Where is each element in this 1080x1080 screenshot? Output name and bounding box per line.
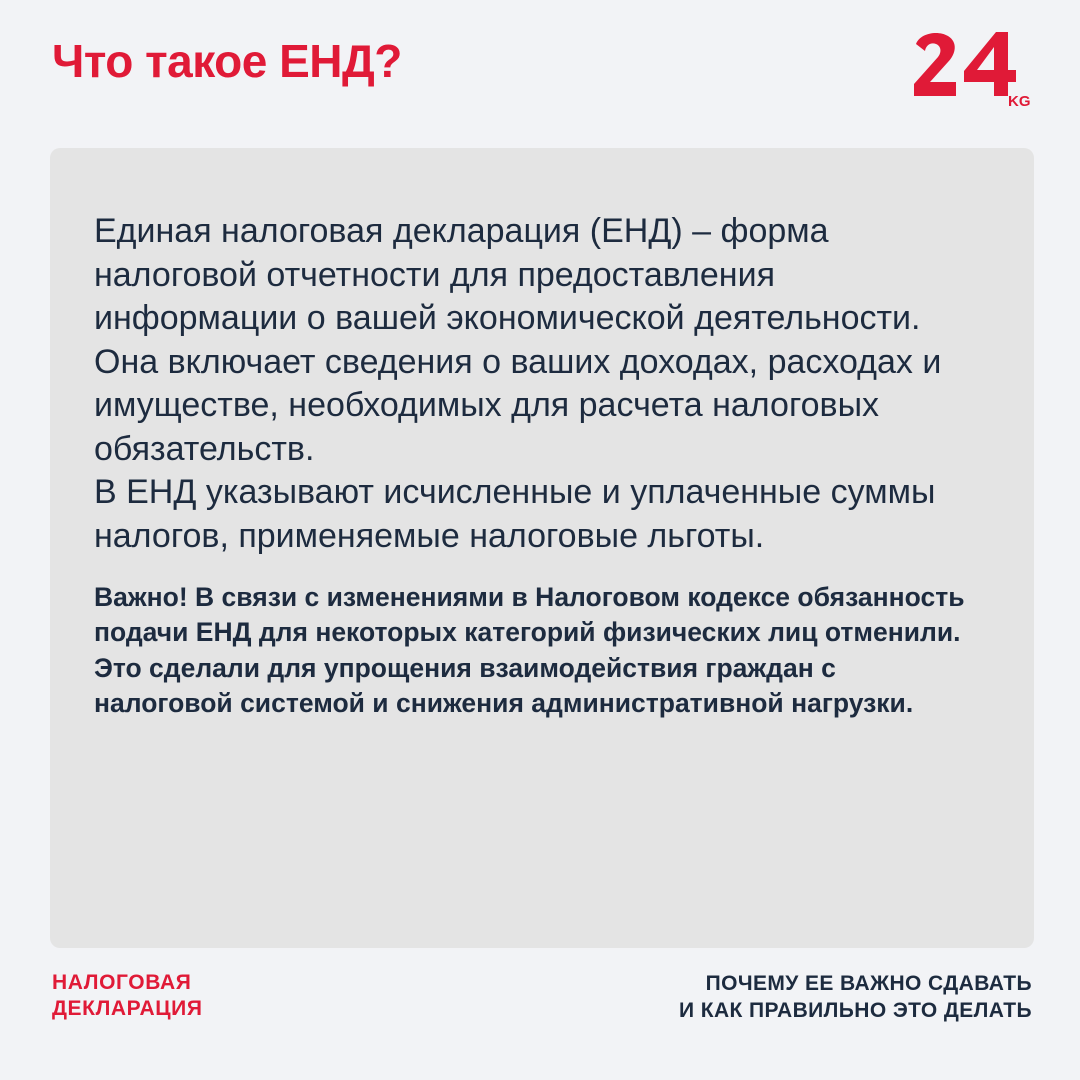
important-note-text: В связи с изменениями в Налоговом кодексе обязанность подачи ЕНД для некоторых категорий физических лиц отменили. Это сделали для упрощения взаимодействия граждан с налоговой системой и снижения административной нагрузки.	[94, 582, 965, 718]
footer-topic-line2: ДЕКЛАРАЦИЯ	[52, 996, 203, 1020]
footer	[0, 948, 1080, 1066]
footer-topic-line1: НАЛОГОВАЯ	[52, 971, 192, 994]
important-note-lead: Важно!	[94, 582, 188, 613]
footer-topic	[52, 970, 203, 1021]
paragraph-3: В ЕНД указывают исчисленные и уплаченные суммы налогов, применяемые налоговые льготы.	[94, 473, 936, 555]
body-text	[94, 210, 978, 558]
paragraph-2: Она включает сведения о ваших доходах, расходах и имуществе, необходимых для расчета налоговых обязательств.	[94, 342, 942, 468]
footer-subtitle	[679, 970, 1032, 1025]
paragraph-1: Единая налоговая декларация (ЕНД) – форма налоговой отчетности для предоставления информации о вашей экономической деятельности.	[94, 212, 921, 338]
24kg-logo-icon	[912, 30, 1032, 108]
important-note	[94, 580, 978, 721]
header	[0, 0, 1080, 140]
svg-text:KG: KG	[1008, 93, 1031, 108]
footer-subtitle-line1: ПОЧЕМУ ЕЕ ВАЖНО СДАВАТЬ	[705, 972, 1032, 995]
footer-subtitle-line2: И КАК ПРАВИЛЬНО ЭТО ДЕЛАТЬ	[679, 999, 1032, 1023]
24kg-logo	[912, 30, 1032, 108]
content-card	[50, 148, 1034, 948]
page-title: Что такое ЕНД?	[52, 35, 402, 87]
